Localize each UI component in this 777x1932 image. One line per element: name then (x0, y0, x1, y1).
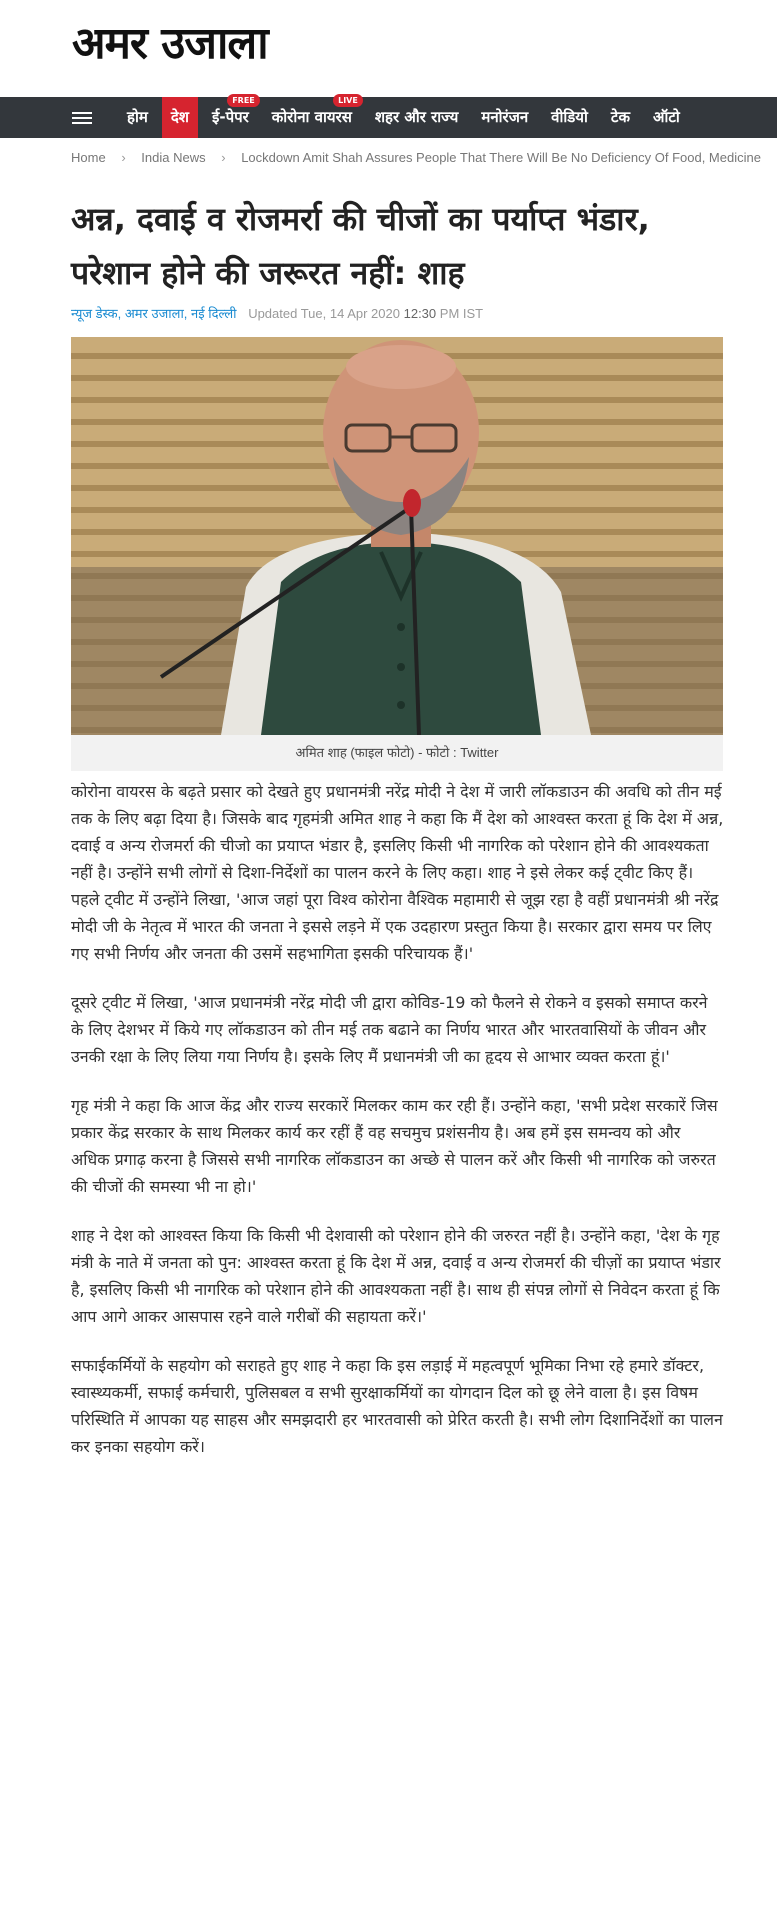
updated-time: 12:30 (403, 306, 437, 321)
article-photo[interactable] (71, 337, 723, 735)
breadcrumb-home[interactable]: Home (71, 150, 106, 165)
nav-item-auto[interactable]: ऑटो (652, 108, 680, 126)
title-line-1: अन्न, दवाई व रोजमर्रा की चीजों का पर्याप्त भंडार, (71, 200, 650, 238)
article-paragraph: शाह ने देश को आश्वस्त किया कि किसी भी देशवासी को परेशान होने की जरुरत नहीं है। उन्होंने कहा, 'देश के गृह मंत्री के नाते में जनता को पुन: आश्वस्त करता हूं कि देश में अन्न, दवाई व अन्य रोजमर्रा की चीज़ों का प्रयाप्त भंडार है, इसलिए किसी भी नागरिक को परेशान होने की आवश्यकता नहीं है। साथ ही संपन्न लोगों से निवेदन करता हूं कि आप आगे आकर आसपास रहने वाले गरीबों की सहायता करें।' (71, 1226, 721, 1326)
menu-icon[interactable] (72, 112, 92, 124)
main-nav (0, 97, 777, 138)
breadcrumb-section[interactable]: India News (141, 150, 206, 165)
article-body (71, 778, 724, 1482)
header (0, 0, 777, 97)
updated-suffix: PM IST (439, 306, 484, 321)
nav-item-corona[interactable]: कोरोना वायरस LIVE (263, 97, 361, 138)
nav-item-city-state[interactable]: शहर और राज्य (374, 108, 459, 126)
site-logo[interactable]: अमर उजाला (72, 18, 268, 69)
nav-item-video[interactable]: वीडियो (551, 108, 588, 126)
article-title (71, 192, 711, 300)
nav-items (72, 97, 694, 138)
chevron-right-icon: › (221, 150, 226, 165)
nav-item-home[interactable]: होम (127, 108, 148, 126)
image-caption: अमित शाह (फाइल फोटो) - फोटो : Twitter (71, 735, 723, 771)
nav-item-entertainment[interactable]: मनोरंजन (481, 108, 529, 126)
nav-item-desh[interactable]: देश (162, 97, 198, 138)
updated-date: Updated Tue, 14 Apr 2020 (248, 306, 400, 321)
breadcrumb (71, 150, 777, 170)
article-paragraph: गृह मंत्री ने कहा कि आज केंद्र और राज्य सरकारें मिलकर काम कर रही हैं। उन्होंने कहा, 'सभी प्रदेश सरकारें जिस प्रकार केंद्र सरकार के साथ मिलकर कार्य कर रहीं हैं वह सचमुच प्रशंसनीय है। अब हमें इस समन्वय को और अधिक प्रगाढ़ करना है जिससे सभी नागरिक लॉकडाउन का अच्छे से पालन करें और किसी भी नागरिक को जरुरत की चीजों की समस्या भी ना हो।' (71, 1096, 718, 1196)
breadcrumb-current: Lockdown Amit Shah Assures People That There Will Be No Deficiency Of Food, Medicine (241, 150, 761, 165)
nav-item-tech[interactable]: टेक (610, 108, 630, 126)
byline (71, 304, 483, 322)
article-paragraph: कोरोना वायरस के बढ़ते प्रसार को देखते हुए प्रधानमंत्री नरेंद्र मोदी ने देश में जारी लॉकडाउन की अवधि को तीन मई तक के लिए बढ़ा दिया है। जिसके बाद गृहमंत्री अमित शाह ने कहा कि मैं देश को आश्वस्त करता हूं कि देश में अन्न, दवाई व अन्य रोजमर्रा की चीजो का प्रयाप्त भंडार है, इसलिए किसी भी नागरिक को परेशान होने की आवश्यकता नहीं है। उन्होंने सभी लोगों से दिशा-निर्देशों का पालन करने के लिए कहा। शाह ने इसे लेकर कई ट्वीट किए हैं। पहले ट्वीट में उन्होंने लिखा, 'आज जहां पूरा विश्व कोरोना वैश्विक महामारी से जूझ रहा है वहीं प्रधानमंत्री श्री नरेंद्र मोदी जी के नेतृत्व में भारत की जनता ने इससे लड़ने में एक उदहारण प्रस्तुत किया है। सरकार द्वारा समय पर लिए गए सभी निर्णय और जनता की उसमें सहभागिता इसकी परिचायक हैं।' (71, 782, 724, 963)
title-line-2: परेशान होने की जरूरत नहीं: शाह (71, 254, 465, 292)
article-paragraph: सफाईकर्मियों के सहयोग को सराहते हुए शाह ने कहा कि इस लड़ाई में महत्वपूर्ण भूमिका निभा रहे हमारे डॉक्टर, स्वास्थ्यकर्मी, सफाई कर्मचारी, पुलिसबल व सभी सुरक्षाकर्मियों का योगदान दिल को छू लेने वाला है। इस विषम परिस्थिति में आपका यह साहस और समझदारी हर भारतवासी को प्रेरित करती है। सभी लोग दिशानिर्देशों का पालन कर इनका सहयोग करें। (71, 1356, 723, 1456)
author-link[interactable]: न्यूज डेस्क, अमर उजाला, नई दिल्ली (71, 306, 237, 321)
nav-item-epaper[interactable]: ई-पेपर FREE (203, 97, 258, 138)
chevron-right-icon: › (121, 150, 126, 165)
photo-illustration (71, 337, 723, 735)
free-badge: FREE (227, 94, 260, 107)
article-paragraph: दूसरे ट्वीट में लिखा, 'आज प्रधानमंत्री नरेंद्र मोदी जी द्वारा कोविड-19 को फैलने से रोकने व इसको समाप्त करने के लिए देशभर में किये गए लॉकडाउन को तीन मई तक बढाने का निर्णय भारत और भारतवासियों के जीवन और उनकी रक्षा के लिए लिया गया निर्णय है। इसके लिए मैं प्रधानमंत्री जी का हृदय से आभार व्यक्त करता हूं।' (71, 993, 708, 1066)
live-badge: LIVE (333, 94, 363, 107)
